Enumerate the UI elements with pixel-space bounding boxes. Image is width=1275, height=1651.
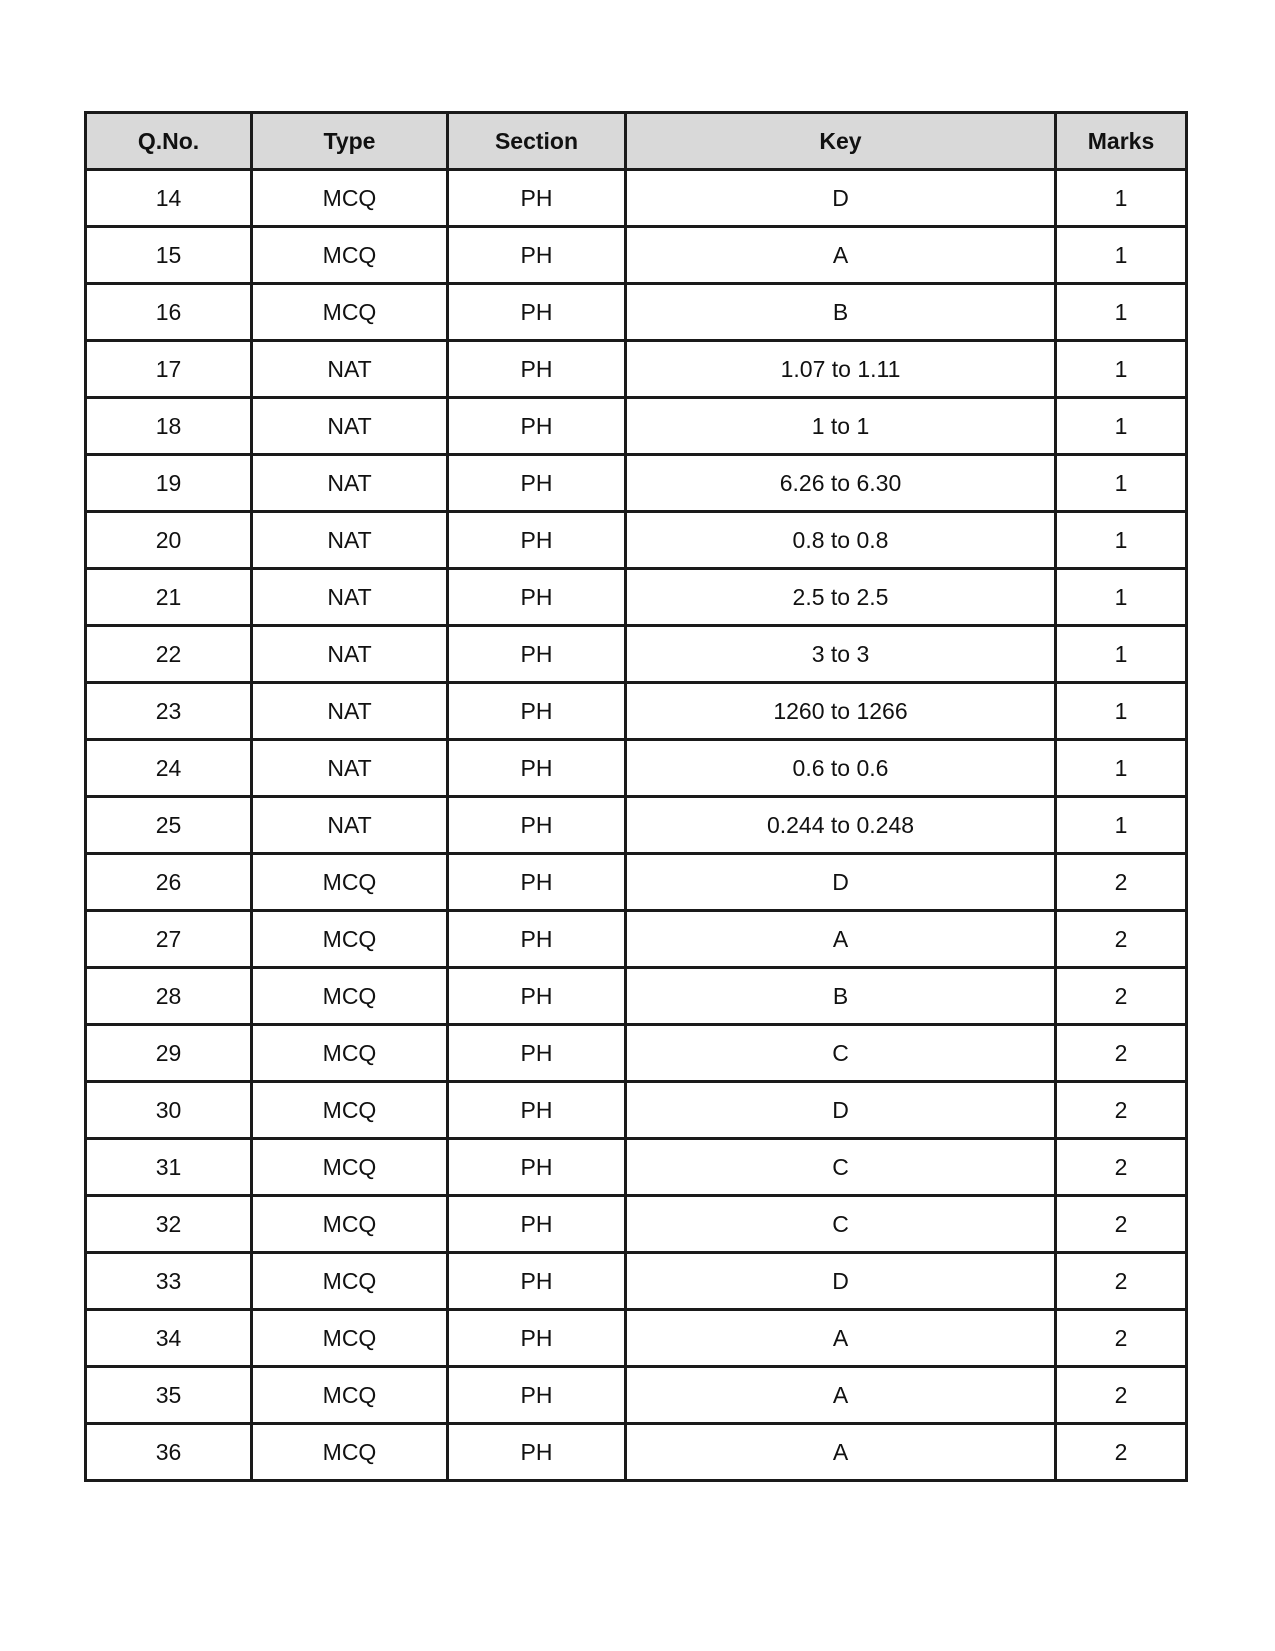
cell-marks: 1 [1056, 341, 1187, 398]
cell-section: PH [448, 854, 626, 911]
cell-section: PH [448, 1367, 626, 1424]
cell-key: C [626, 1025, 1056, 1082]
table-row [86, 227, 1187, 284]
table-row [86, 683, 1187, 740]
table-row [86, 1196, 1187, 1253]
cell-section: PH [448, 1082, 626, 1139]
table-row [86, 740, 1187, 797]
cell-section: PH [448, 1196, 626, 1253]
cell-type: MCQ [252, 170, 448, 227]
table-body [86, 170, 1187, 1481]
cell-type: MCQ [252, 968, 448, 1025]
cell-type: MCQ [252, 1310, 448, 1367]
cell-qno: 31 [86, 1139, 252, 1196]
header-qno: Q.No. [86, 113, 252, 170]
cell-key: C [626, 1139, 1056, 1196]
header-type: Type [252, 113, 448, 170]
cell-marks: 2 [1056, 854, 1187, 911]
cell-qno: 30 [86, 1082, 252, 1139]
cell-qno: 25 [86, 797, 252, 854]
cell-qno: 33 [86, 1253, 252, 1310]
cell-section: PH [448, 1025, 626, 1082]
cell-key: A [626, 911, 1056, 968]
table-row [86, 1025, 1187, 1082]
table-row [86, 797, 1187, 854]
cell-type: MCQ [252, 1139, 448, 1196]
cell-section: PH [448, 968, 626, 1025]
cell-marks: 2 [1056, 1196, 1187, 1253]
cell-qno: 27 [86, 911, 252, 968]
cell-qno: 16 [86, 284, 252, 341]
cell-section: PH [448, 227, 626, 284]
cell-marks: 2 [1056, 1082, 1187, 1139]
cell-marks: 1 [1056, 455, 1187, 512]
header-row [86, 113, 1187, 170]
cell-type: NAT [252, 626, 448, 683]
cell-type: NAT [252, 341, 448, 398]
table-row [86, 1424, 1187, 1481]
cell-section: PH [448, 284, 626, 341]
cell-qno: 29 [86, 1025, 252, 1082]
table-row [86, 341, 1187, 398]
table-row [86, 284, 1187, 341]
cell-type: MCQ [252, 1025, 448, 1082]
table-row [86, 968, 1187, 1025]
cell-qno: 15 [86, 227, 252, 284]
cell-type: NAT [252, 398, 448, 455]
cell-type: MCQ [252, 1253, 448, 1310]
cell-type: MCQ [252, 1367, 448, 1424]
cell-qno: 32 [86, 1196, 252, 1253]
cell-key: D [626, 1082, 1056, 1139]
cell-marks: 1 [1056, 227, 1187, 284]
cell-qno: 35 [86, 1367, 252, 1424]
cell-section: PH [448, 797, 626, 854]
cell-section: PH [448, 1424, 626, 1481]
cell-key: 2.5 to 2.5 [626, 569, 1056, 626]
answer-key-sheet [84, 111, 1185, 1482]
table-row [86, 398, 1187, 455]
cell-key: A [626, 1424, 1056, 1481]
cell-type: MCQ [252, 1196, 448, 1253]
cell-marks: 2 [1056, 1310, 1187, 1367]
cell-section: PH [448, 740, 626, 797]
cell-key: 1.07 to 1.11 [626, 341, 1056, 398]
answer-key-table [84, 111, 1188, 1482]
table-row [86, 455, 1187, 512]
cell-section: PH [448, 569, 626, 626]
cell-marks: 1 [1056, 569, 1187, 626]
cell-section: PH [448, 512, 626, 569]
cell-type: NAT [252, 455, 448, 512]
table-row [86, 911, 1187, 968]
cell-qno: 18 [86, 398, 252, 455]
cell-marks: 2 [1056, 968, 1187, 1025]
cell-marks: 1 [1056, 512, 1187, 569]
cell-key: 1260 to 1266 [626, 683, 1056, 740]
cell-section: PH [448, 1253, 626, 1310]
cell-type: NAT [252, 797, 448, 854]
cell-marks: 1 [1056, 683, 1187, 740]
cell-qno: 34 [86, 1310, 252, 1367]
cell-key: D [626, 1253, 1056, 1310]
cell-type: MCQ [252, 1082, 448, 1139]
cell-section: PH [448, 455, 626, 512]
cell-key: 3 to 3 [626, 626, 1056, 683]
cell-key: A [626, 1367, 1056, 1424]
table-row [86, 1082, 1187, 1139]
cell-marks: 1 [1056, 284, 1187, 341]
cell-qno: 17 [86, 341, 252, 398]
header-marks: Marks [1056, 113, 1187, 170]
cell-type: NAT [252, 740, 448, 797]
table-row [86, 569, 1187, 626]
cell-qno: 23 [86, 683, 252, 740]
cell-section: PH [448, 341, 626, 398]
cell-section: PH [448, 683, 626, 740]
cell-type: NAT [252, 569, 448, 626]
cell-marks: 1 [1056, 797, 1187, 854]
cell-key: 6.26 to 6.30 [626, 455, 1056, 512]
cell-type: NAT [252, 683, 448, 740]
cell-key: D [626, 854, 1056, 911]
cell-marks: 1 [1056, 740, 1187, 797]
cell-marks: 2 [1056, 1253, 1187, 1310]
cell-section: PH [448, 626, 626, 683]
cell-section: PH [448, 398, 626, 455]
cell-key: D [626, 170, 1056, 227]
cell-qno: 21 [86, 569, 252, 626]
cell-type: MCQ [252, 911, 448, 968]
cell-key: 0.244 to 0.248 [626, 797, 1056, 854]
cell-marks: 2 [1056, 911, 1187, 968]
cell-qno: 24 [86, 740, 252, 797]
cell-marks: 2 [1056, 1424, 1187, 1481]
cell-section: PH [448, 1310, 626, 1367]
cell-qno: 28 [86, 968, 252, 1025]
cell-marks: 1 [1056, 398, 1187, 455]
table-header [86, 113, 1187, 170]
table-row [86, 854, 1187, 911]
cell-qno: 19 [86, 455, 252, 512]
cell-qno: 36 [86, 1424, 252, 1481]
table-row [86, 626, 1187, 683]
cell-type: MCQ [252, 854, 448, 911]
cell-section: PH [448, 911, 626, 968]
cell-key: A [626, 1310, 1056, 1367]
cell-type: MCQ [252, 284, 448, 341]
cell-marks: 1 [1056, 170, 1187, 227]
cell-qno: 22 [86, 626, 252, 683]
table-row [86, 1253, 1187, 1310]
cell-key: A [626, 227, 1056, 284]
cell-key: 0.6 to 0.6 [626, 740, 1056, 797]
cell-key: C [626, 1196, 1056, 1253]
cell-section: PH [448, 170, 626, 227]
cell-type: NAT [252, 512, 448, 569]
cell-qno: 20 [86, 512, 252, 569]
table-row [86, 1310, 1187, 1367]
cell-key: B [626, 284, 1056, 341]
header-key: Key [626, 113, 1056, 170]
cell-key: 1 to 1 [626, 398, 1056, 455]
table-row [86, 1139, 1187, 1196]
cell-type: MCQ [252, 227, 448, 284]
cell-key: B [626, 968, 1056, 1025]
header-section: Section [448, 113, 626, 170]
table-row [86, 512, 1187, 569]
cell-type: MCQ [252, 1424, 448, 1481]
cell-marks: 2 [1056, 1367, 1187, 1424]
table-row [86, 170, 1187, 227]
table-row [86, 1367, 1187, 1424]
cell-section: PH [448, 1139, 626, 1196]
cell-qno: 14 [86, 170, 252, 227]
cell-key: 0.8 to 0.8 [626, 512, 1056, 569]
cell-qno: 26 [86, 854, 252, 911]
cell-marks: 2 [1056, 1025, 1187, 1082]
cell-marks: 2 [1056, 1139, 1187, 1196]
cell-marks: 1 [1056, 626, 1187, 683]
